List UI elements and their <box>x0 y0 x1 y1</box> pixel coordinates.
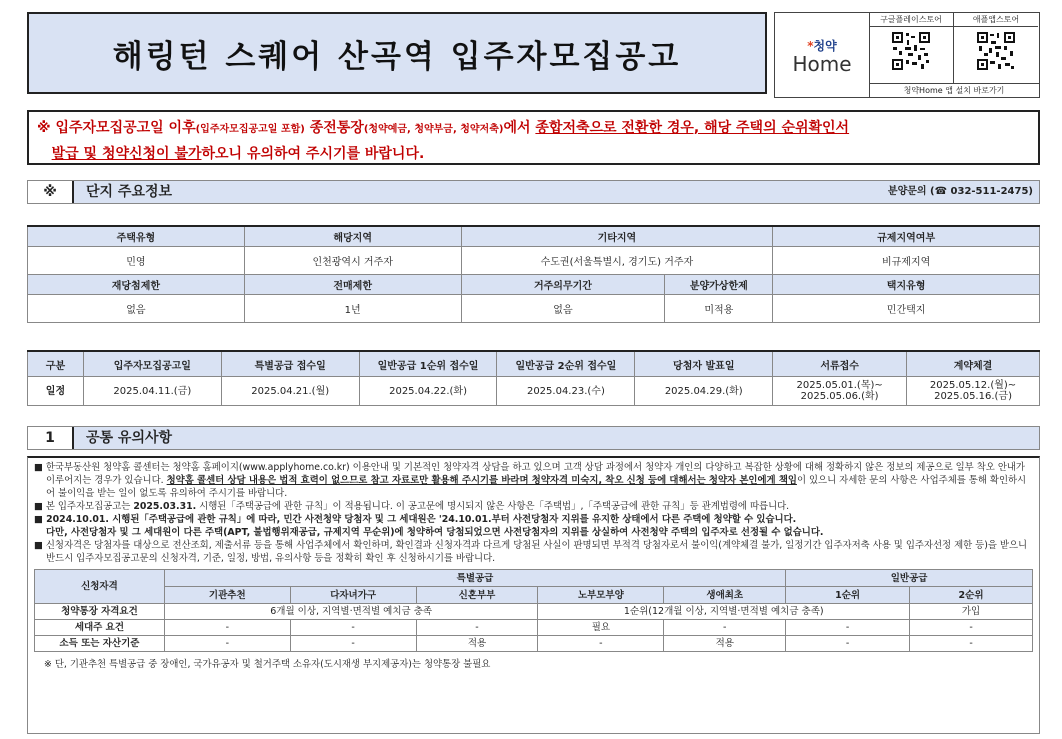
table-header: 1순위 <box>786 587 910 604</box>
table-cell: 6개월 이상, 지역별·면적별 예치금 충족 <box>164 604 538 620</box>
table-cell: - <box>290 620 416 636</box>
table-cell: - <box>910 620 1033 636</box>
table-header: 구분 <box>28 351 84 377</box>
table-cell: 적용 <box>416 636 538 652</box>
qr-code-icon <box>976 31 1016 71</box>
table-cell: 2025.04.23.(수) <box>497 377 635 406</box>
table-header: 기관추천 <box>164 587 290 604</box>
star-icon: * <box>807 38 814 53</box>
table-header: 당첨자 발표일 <box>635 351 773 377</box>
table-header: 택지유형 <box>773 275 1040 295</box>
note-item: ■ 본 입주자모집공고는 2025.03.31. 시행된「주택공급에 관한 규칙」이 적용됩니다. 이 공고문에 명시되지 않은 사항은「주택법」,「주택공급에 관한 규칙」등 관계법령에 따릅니다. <box>34 501 790 512</box>
table-header: 거주의무기간 <box>461 275 665 295</box>
table-cell: 민영 <box>28 247 245 275</box>
table-header: 계약체결 <box>907 351 1040 377</box>
complex-info-table <box>27 225 1040 323</box>
table-cell: - <box>786 636 910 652</box>
table-header: 신혼부부 <box>416 587 538 604</box>
page-title: 해링턴 스퀘어 산곡역 입주자모집공고 <box>112 38 682 75</box>
cheongyak-home-logo <box>775 13 870 97</box>
app-install-link[interactable]: 청약Home 앱 설치 바로가기 <box>869 83 1039 98</box>
logo-bottom-text: Home <box>792 51 852 76</box>
passbook-footnote: ※ 단, 기관추천 특별공급 중 장애인, 국가유공자 및 철거주택 소유자(도시재생 부지제공자)는 청약통장 불필요 <box>44 659 491 670</box>
common-notes-body <box>27 456 1040 734</box>
google-play-link[interactable] <box>869 13 954 83</box>
row-label: 세대주 요건 <box>35 620 165 636</box>
table-cell: - <box>164 620 290 636</box>
logo-top-text: 청약 <box>813 38 837 53</box>
table-header: 기타지역 <box>461 226 773 247</box>
table-header: 일반공급 2순위 접수일 <box>497 351 635 377</box>
note-item: ■ 신청자격은 당첨자를 대상으로 전산조회, 제출서류 등을 통해 사업주체에서 확인하며, 확인결과 신청자격과 다르게 당첨된 사실이 판명되면 부적격 당첨자로서 불이익(계약체결 불가, 일정기간 입주자저축 사용 및 입주자선정 제한 등)을 받으니 반드시 입주자모집공고문의 신청자격, 기준, 일정, 방법, 유의사항 등을 정확히 확인 후 신청하시기를 바랍니다. <box>34 540 1028 564</box>
table-header: 입주자모집공고일 <box>83 351 221 377</box>
table-cell: 1년 <box>244 295 461 323</box>
table-header: 2순위 <box>910 587 1033 604</box>
qr-code-icon <box>891 31 931 71</box>
table-cell: 적용 <box>664 636 786 652</box>
note-item: ■ 2024.10.01. 시행된「주택공급에 관한 규칙」에 따라, 민간 사전청약 당첨자 및 그 세대원은 '24.10.01.부터 사전당첨자 지위를 유지한 상태에서 다른 주택에 청약할 수 있습니다. 다만, 사전당첨자 및 그 세대원이 다른 주택(APT, 불법행위재공급, 규제지역 무순위)에 청약하여 당첨되었으면 사전당첨자의 지위를 상실하여 사전청약 주택의 입주자로 선정될 수 없습니다. <box>34 514 824 538</box>
table-cell: - <box>664 620 786 636</box>
section-number: ※ <box>28 181 74 203</box>
table-cell: 가입 <box>910 604 1033 620</box>
section-title: 단지 주요정보 <box>86 184 173 200</box>
inquiry-phone: 분양문의 (☎ 032-511-2475) <box>887 186 1033 197</box>
table-cell: 2025.05.12.(월)~ 2025.05.16.(금) <box>907 377 1040 406</box>
table-header: 분양가상한제 <box>665 275 773 295</box>
section-header-common-notes <box>27 426 1040 450</box>
app-download-box <box>774 12 1040 98</box>
app-store-label: 애플앱스토어 <box>954 13 1038 27</box>
table-cell: - <box>910 636 1033 652</box>
table-cell: 없음 <box>28 295 245 323</box>
table-cell: - <box>290 636 416 652</box>
section-title: 공통 유의사항 <box>86 430 173 446</box>
section-number: 1 <box>28 427 74 449</box>
table-cell: 수도권(서울특별시, 경기도) 거주자 <box>461 247 773 275</box>
section-header-main-info <box>27 180 1040 204</box>
page-title-box <box>27 12 767 94</box>
table-cell: - <box>416 620 538 636</box>
note-item: ■ 한국부동산원 청약홈 콜센터는 청약홈 홈페이지(www.applyhome.co.kr) 이용안내 및 기본적인 청약자격 상담을 하고 있으며 고객 상담 과정에서 청약자 개인의 다양하고 복잡한 상황에 대해 정확하지 않은 정보의 제공으로 일부 착오 안내가 이루어지는 경우가 있습니다. 청약홈 콜센터 상담 내용은 법적 효력이 없으므로 참고 자료로만 활용해 주시기를 바라며 청약자격 미숙지, 착오 신청 등에 대해서는 청약자 본인에게 책임이 있으니 자세한 문의 사항은 사업주체를 통해 확인하시어 불이익을 받는 일이 없도록 유의하여 주시기를 바랍니다. <box>34 462 1027 499</box>
google-play-label: 구글플레이스토어 <box>869 13 953 27</box>
table-header: 재당첨제한 <box>28 275 245 295</box>
row-label: 소득 또는 자산기준 <box>35 636 165 652</box>
table-cell: 2025.04.21.(월) <box>221 377 359 406</box>
table-cell: 2025.04.29.(화) <box>635 377 773 406</box>
table-header: 규제지역여부 <box>773 226 1040 247</box>
table-cell: 인천광역시 거주자 <box>244 247 461 275</box>
table-cell: 비규제지역 <box>773 247 1040 275</box>
table-header: 해당지역 <box>244 226 461 247</box>
table-header: 특별공급 접수일 <box>221 351 359 377</box>
table-header: 일반공급 <box>786 570 1033 587</box>
store-links <box>869 13 1039 97</box>
passbook-notice: ※ 입주자모집공고일 이후(입주자모집공고일 포함) 종전통장(청약예금, 청약부금, 청약저축)에서 종합저축으로 전환한 경우, 해당 주택의 순위확인서 발급 및 청약신청이 불가하오니 유의하여 주시기를 바랍니다. <box>27 110 1040 165</box>
table-header: 주택유형 <box>28 226 245 247</box>
table-cell: 필요 <box>538 620 664 636</box>
table-cell: 민간택지 <box>773 295 1040 323</box>
table-header: 특별공급 <box>164 570 785 587</box>
table-header: 서류접수 <box>773 351 907 377</box>
table-header: 신청자격 <box>35 570 165 604</box>
table-cell: - <box>164 636 290 652</box>
row-label: 일정 <box>28 377 84 406</box>
table-cell: 2025.04.22.(화) <box>359 377 497 406</box>
table-cell: 없음 <box>461 295 665 323</box>
table-header: 일반공급 1순위 접수일 <box>359 351 497 377</box>
table-header: 다자녀가구 <box>290 587 416 604</box>
table-cell: 2025.04.11.(금) <box>83 377 221 406</box>
table-header: 전매제한 <box>244 275 461 295</box>
table-cell: - <box>538 636 664 652</box>
table-cell: 2025.05.01.(목)~ 2025.05.06.(화) <box>773 377 907 406</box>
table-header: 노부모부양 <box>538 587 664 604</box>
table-cell: 1순위(12개월 이상, 지역별·면적별 예치금 충족) <box>538 604 910 620</box>
app-store-link[interactable] <box>954 13 1038 83</box>
table-cell: - <box>786 620 910 636</box>
schedule-table <box>27 350 1040 406</box>
table-header: 생애최초 <box>664 587 786 604</box>
qualification-table <box>34 569 1033 652</box>
table-cell: 미적용 <box>665 295 773 323</box>
row-label: 청약통장 자격요건 <box>35 604 165 620</box>
